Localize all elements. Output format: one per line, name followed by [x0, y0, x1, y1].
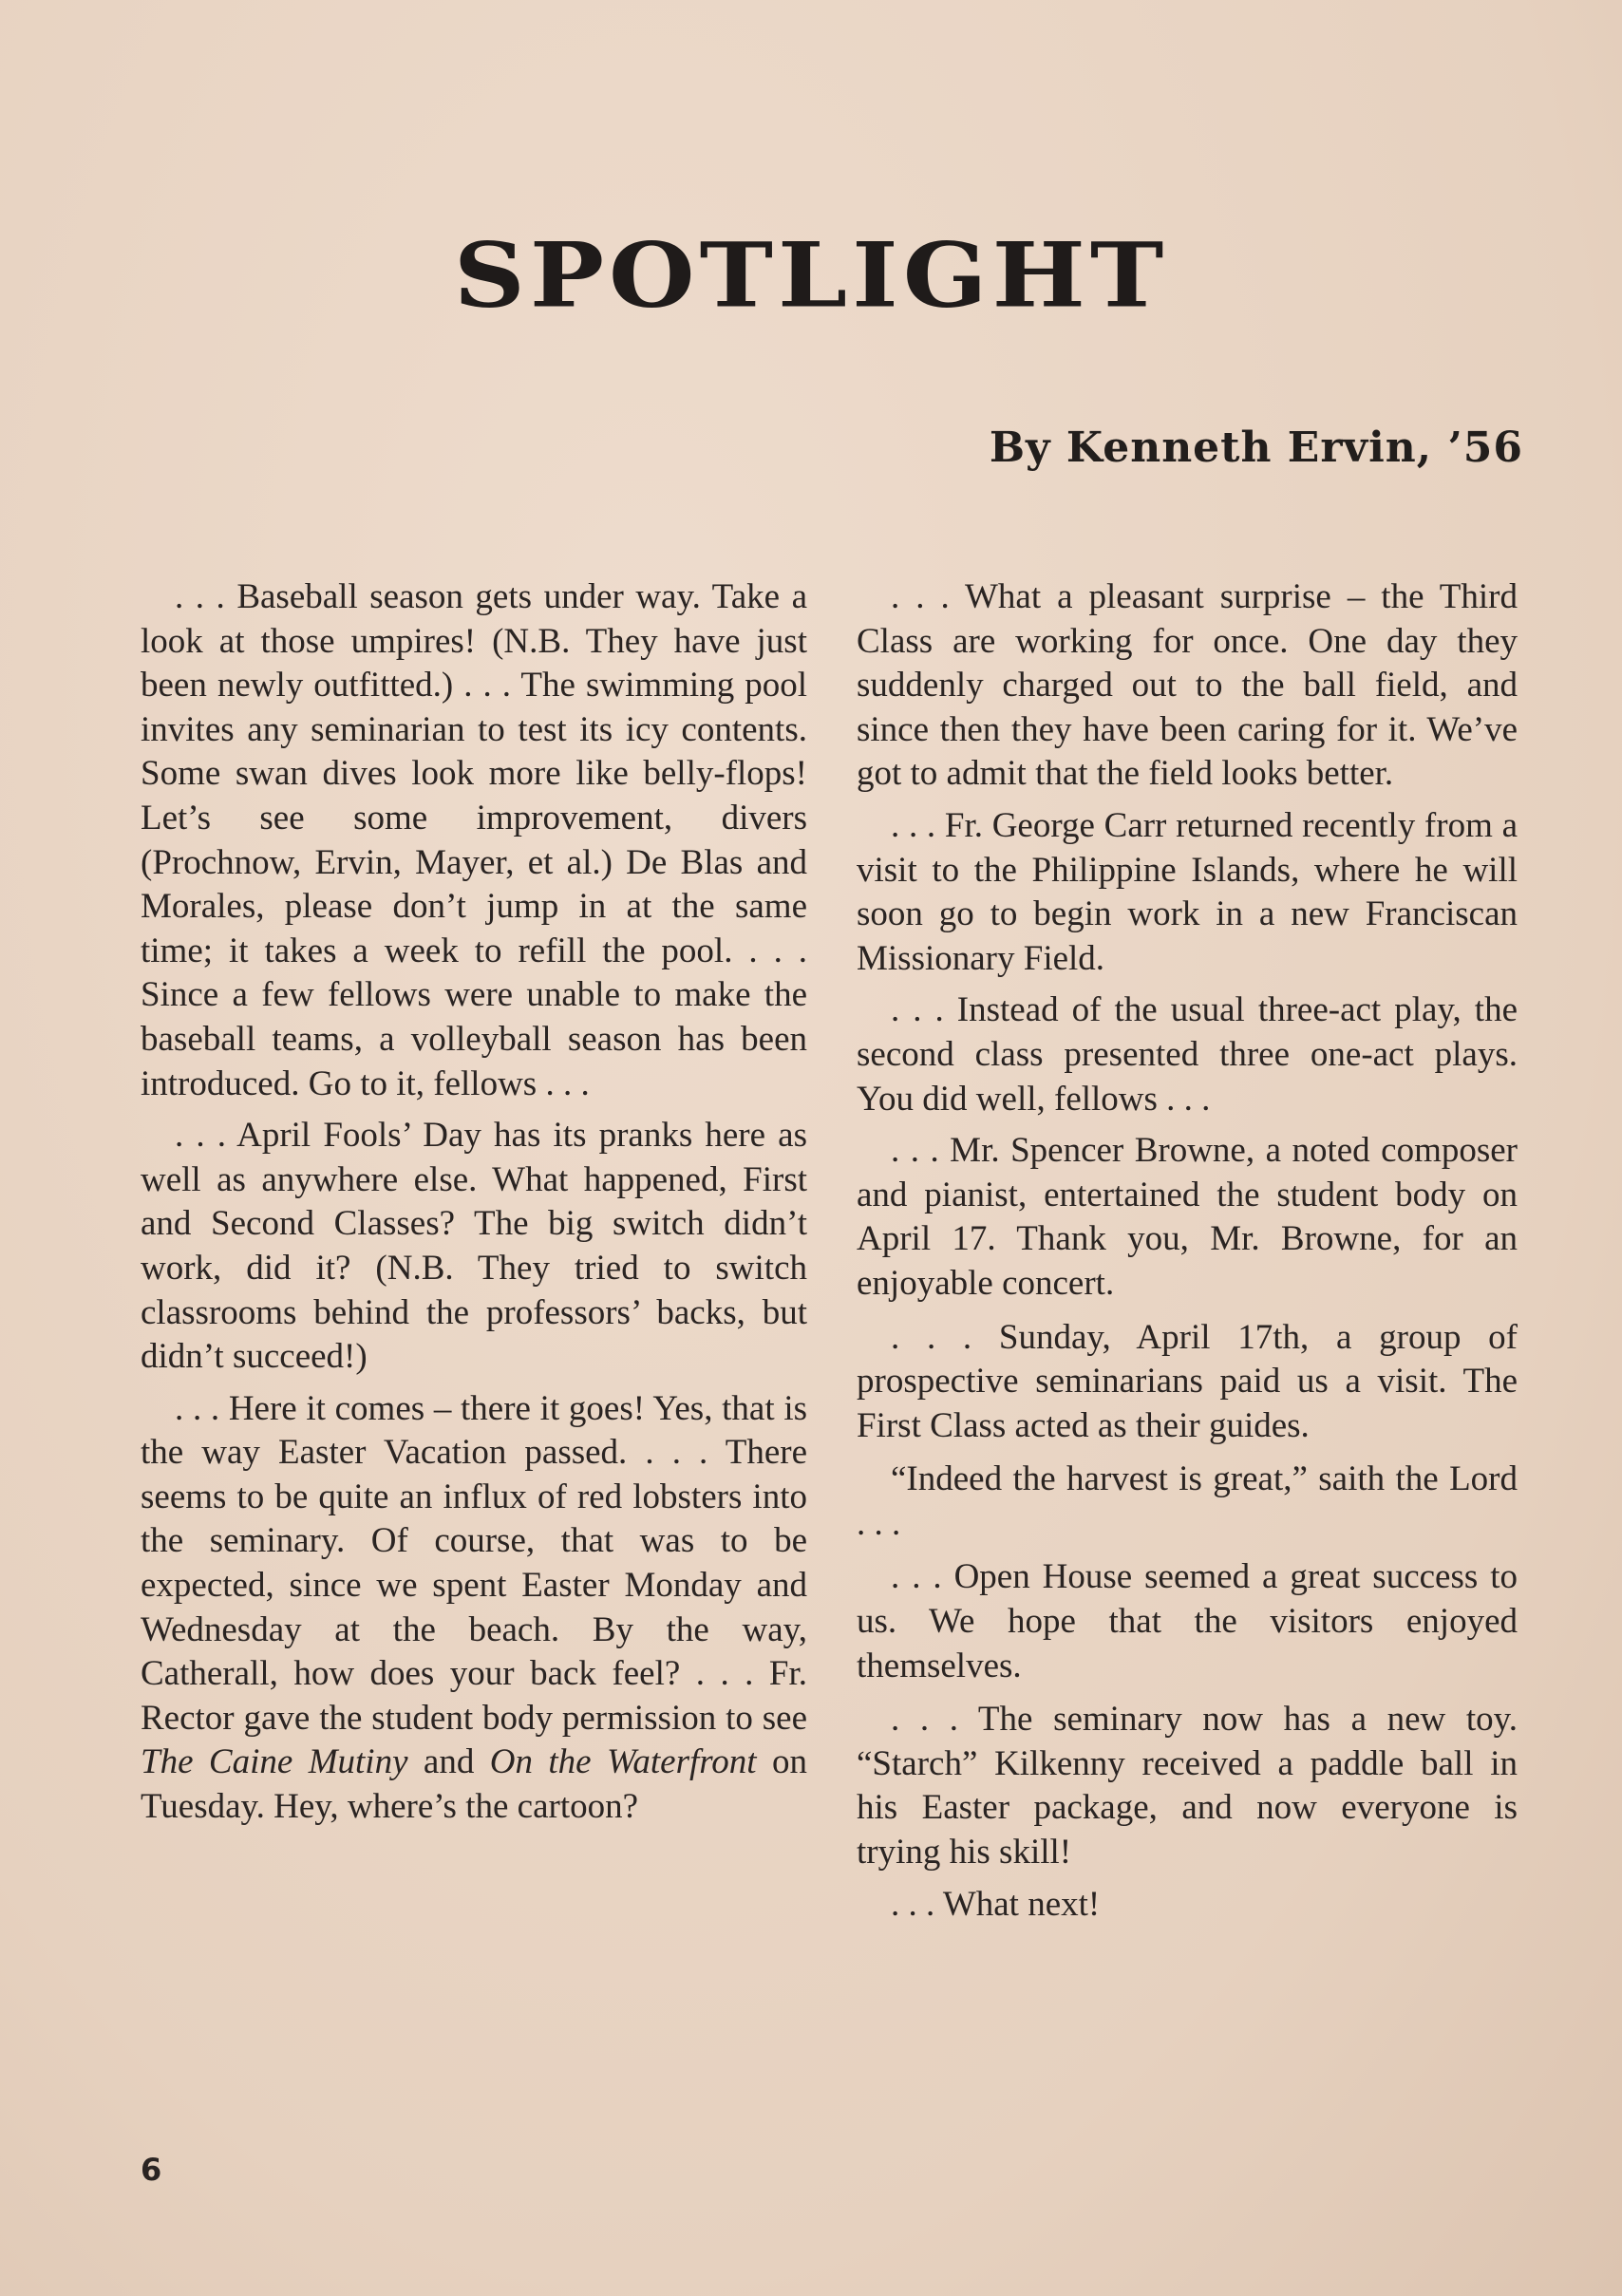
paragraph: “Indeed the harvest is great,” saith the Lord . . . — [857, 1459, 1518, 1543]
page-number: 6 — [141, 2152, 162, 2188]
paragraph: . . . Sunday, April 17th, a group of prospective seminarians paid us a visit. The First Class acted as their guides. — [857, 1317, 1518, 1445]
paragraph: . . . The seminary now has a new toy. “Starch” Kilkenny received a paddle ball in his Easter package, and now everyone is trying his skill! — [857, 1700, 1518, 1873]
paragraph-text: . . . Here it comes – there it goes! Yes, that is the way Easter Vacation passed. . . . There seems to be quite an influx of red lobsters into the seminary. Of course, that was to be expected, since we spent Easter Monday and Wednesday at the beach. By the way, Catherall, how does your back feel? . . . Fr. Rector gave the student body permission to see — [141, 1388, 807, 1738]
paragraph: . . . What a pleasant surprise – the Third Class are working for once. One day they suddenly charged out to the ball field, and since then they have been caring for it. We’ve got to admit that the field looks better. — [857, 577, 1518, 794]
paragraph: . . . Mr. Spencer Browne, a noted composer and pianist, entertained the student body on April 17. Thank you, Mr. Browne, for an enjoyable concert. — [857, 1131, 1518, 1303]
paragraph: . . . Open House seemed a great success to us. We hope that the visitors enjoyed themselves. — [857, 1557, 1518, 1685]
byline: By Kenneth Ervin, ’56 — [989, 423, 1523, 472]
right-column — [857, 575, 1518, 1934]
paragraph-text: on Tuesday. Hey, where’s the cartoon? — [141, 1742, 807, 1827]
film-title: The Caine Mutiny — [141, 1742, 408, 1782]
paragraph — [141, 1387, 807, 1830]
left-column — [141, 575, 807, 1837]
page-title: SPOTLIGHT — [453, 222, 1169, 328]
paragraph: . . . Fr. George Carr returned recently from a visit to the Philippine Islands, where he will soon go to begin work in a new Franciscan Missionary Field. — [857, 805, 1518, 978]
paragraph: . . . April Fools’ Day has its pranks here as well as anywhere else. What happened, First and Second Classes? The big switch didn’t work, did it? (N.B. They tried to switch classrooms behind the professors’ backs, but didn’t succeed!) — [141, 1116, 807, 1377]
film-title: On the Waterfront — [489, 1742, 757, 1782]
paragraph: . . . What next! — [891, 1884, 1101, 1924]
paragraph: . . . Baseball season gets under way. Take a look at those umpires! (N.B. They have just been newly outfitted.) . . . The swimming pool invites any seminarian to test its icy contents. Some swan dives look more like belly-flops! Let’s see some improvement, divers (Prochnow, Ervin, Mayer, et al.) De Blas and Morales, please don’t jump in at the same time; it takes a week to refill the pool. . . . Since a few fellows were unable to make the baseball teams, a volleyball season has been introduced. Go to it, fellows . . . — [141, 577, 807, 1103]
paragraph: . . . Instead of the usual three-act play, the second class presented three one-act plays. You did well, fellows . . . — [857, 990, 1518, 1119]
paragraph-text: and — [407, 1742, 490, 1782]
